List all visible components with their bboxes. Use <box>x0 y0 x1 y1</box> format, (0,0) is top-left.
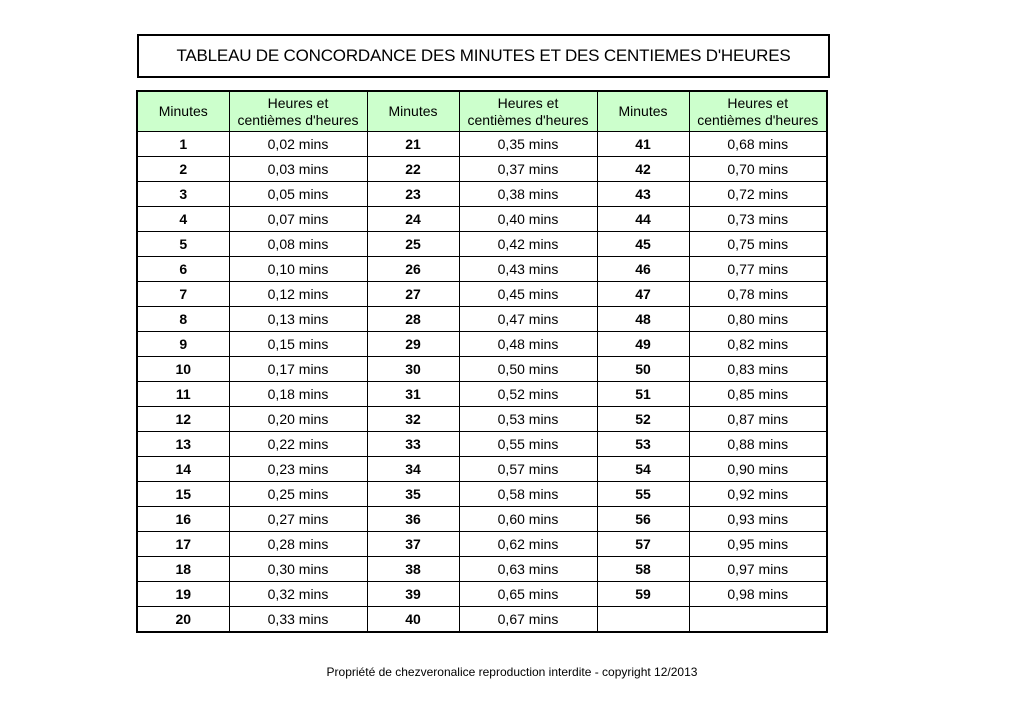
minutes-cell: 20 <box>137 607 229 633</box>
minutes-cell: 45 <box>597 232 689 257</box>
document-title <box>137 34 830 78</box>
hours-cell: 0,05 mins <box>229 182 367 207</box>
hours-cell: 0,08 mins <box>229 232 367 257</box>
hours-cell: 0,73 mins <box>689 207 827 232</box>
hours-cell: 0,20 mins <box>229 407 367 432</box>
minutes-cell: 50 <box>597 357 689 382</box>
hours-cell: 0,85 mins <box>689 382 827 407</box>
hours-cell: 0,30 mins <box>229 557 367 582</box>
table-row <box>137 582 827 607</box>
minutes-cell: 51 <box>597 382 689 407</box>
hours-cell: 0,12 mins <box>229 282 367 307</box>
minutes-cell: 38 <box>367 557 459 582</box>
hours-cell: 0,70 mins <box>689 157 827 182</box>
minutes-cell: 30 <box>367 357 459 382</box>
hours-cell: 0,68 mins <box>689 132 827 157</box>
minutes-cell: 9 <box>137 332 229 357</box>
header-minutes-1: Minutes <box>137 91 229 132</box>
hours-cell: 0,58 mins <box>459 482 597 507</box>
minutes-cell: 58 <box>597 557 689 582</box>
minutes-cell: 37 <box>367 532 459 557</box>
minutes-cell: 23 <box>367 182 459 207</box>
hours-cell: 0,37 mins <box>459 157 597 182</box>
hours-cell: 0,90 mins <box>689 457 827 482</box>
header-row <box>137 91 827 132</box>
hours-cell: 0,10 mins <box>229 257 367 282</box>
minutes-cell: 6 <box>137 257 229 282</box>
hours-cell: 0,63 mins <box>459 557 597 582</box>
table-row <box>137 607 827 633</box>
hours-cell: 0,45 mins <box>459 282 597 307</box>
hours-cell: 0,40 mins <box>459 207 597 232</box>
minutes-cell: 54 <box>597 457 689 482</box>
minutes-cell: 36 <box>367 507 459 532</box>
minutes-cell: 34 <box>367 457 459 482</box>
minutes-cell: 8 <box>137 307 229 332</box>
minutes-cell: 26 <box>367 257 459 282</box>
hours-cell: 0,43 mins <box>459 257 597 282</box>
minutes-cell: 44 <box>597 207 689 232</box>
minutes-cell: 39 <box>367 582 459 607</box>
copyright-footer: Propriété de chezveronalice reproduction interdite - copyright 12/2013 <box>326 665 698 679</box>
minutes-cell: 21 <box>367 132 459 157</box>
header-heures-3: Heures et centièmes d'heures <box>689 91 827 132</box>
table-body <box>137 132 827 633</box>
hours-cell: 0,03 mins <box>229 157 367 182</box>
minutes-cell: 41 <box>597 132 689 157</box>
hours-cell: 0,27 mins <box>229 507 367 532</box>
minutes-cell: 31 <box>367 382 459 407</box>
table-row <box>137 532 827 557</box>
table-row <box>137 282 827 307</box>
hours-cell: 0,15 mins <box>229 332 367 357</box>
minutes-cell: 57 <box>597 532 689 557</box>
table-row <box>137 432 827 457</box>
minutes-cell: 33 <box>367 432 459 457</box>
minutes-cell: 24 <box>367 207 459 232</box>
hours-cell: 0,57 mins <box>459 457 597 482</box>
hours-cell: 0,22 mins <box>229 432 367 457</box>
minutes-cell: 25 <box>367 232 459 257</box>
table-row <box>137 382 827 407</box>
table-row <box>137 507 827 532</box>
header-heures-2: Heures et centièmes d'heures <box>459 91 597 132</box>
minutes-cell: 5 <box>137 232 229 257</box>
header-minutes-3: Minutes <box>597 91 689 132</box>
hours-cell: 0,02 mins <box>229 132 367 157</box>
hours-cell: 0,42 mins <box>459 232 597 257</box>
table-row <box>137 357 827 382</box>
table-header <box>137 91 827 132</box>
hours-cell: 0,78 mins <box>689 282 827 307</box>
hours-cell: 0,83 mins <box>689 357 827 382</box>
hours-cell: 0,17 mins <box>229 357 367 382</box>
hours-cell: 0,82 mins <box>689 332 827 357</box>
hours-cell: 0,98 mins <box>689 582 827 607</box>
minutes-cell <box>597 607 689 633</box>
minutes-cell: 35 <box>367 482 459 507</box>
minutes-cell: 3 <box>137 182 229 207</box>
table-row <box>137 232 827 257</box>
minutes-cell: 10 <box>137 357 229 382</box>
hours-cell: 0,75 mins <box>689 232 827 257</box>
minutes-cell: 49 <box>597 332 689 357</box>
minutes-cell: 13 <box>137 432 229 457</box>
table-row <box>137 557 827 582</box>
minutes-cell: 59 <box>597 582 689 607</box>
minutes-cell: 1 <box>137 132 229 157</box>
hours-cell: 0,28 mins <box>229 532 367 557</box>
minutes-cell: 47 <box>597 282 689 307</box>
minutes-cell: 53 <box>597 432 689 457</box>
table-row <box>137 132 827 157</box>
minutes-cell: 28 <box>367 307 459 332</box>
table-row <box>137 332 827 357</box>
concordance-table <box>136 90 828 633</box>
table-row <box>137 157 827 182</box>
hours-cell: 0,92 mins <box>689 482 827 507</box>
minutes-cell: 19 <box>137 582 229 607</box>
hours-cell: 0,95 mins <box>689 532 827 557</box>
hours-cell: 0,77 mins <box>689 257 827 282</box>
minutes-cell: 18 <box>137 557 229 582</box>
hours-cell: 0,55 mins <box>459 432 597 457</box>
minutes-cell: 56 <box>597 507 689 532</box>
hours-cell: 0,47 mins <box>459 307 597 332</box>
hours-cell: 0,60 mins <box>459 507 597 532</box>
hours-cell: 0,62 mins <box>459 532 597 557</box>
header-heures-1: Heures et centièmes d'heures <box>229 91 367 132</box>
table-row <box>137 182 827 207</box>
minutes-cell: 22 <box>367 157 459 182</box>
minutes-cell: 15 <box>137 482 229 507</box>
document-title-text: TABLEAU DE CONCORDANCE DES MINUTES ET DES CENTIEMES D'HEURES <box>176 46 791 65</box>
hours-cell: 0,18 mins <box>229 382 367 407</box>
hours-cell: 0,32 mins <box>229 582 367 607</box>
minutes-cell: 42 <box>597 157 689 182</box>
minutes-cell: 55 <box>597 482 689 507</box>
hours-cell: 0,52 mins <box>459 382 597 407</box>
hours-cell: 0,23 mins <box>229 457 367 482</box>
minutes-cell: 46 <box>597 257 689 282</box>
minutes-cell: 4 <box>137 207 229 232</box>
hours-cell: 0,67 mins <box>459 607 597 633</box>
hours-cell: 0,38 mins <box>459 182 597 207</box>
minutes-cell: 43 <box>597 182 689 207</box>
table-row <box>137 207 827 232</box>
hours-cell: 0,88 mins <box>689 432 827 457</box>
hours-cell: 0,07 mins <box>229 207 367 232</box>
minutes-cell: 27 <box>367 282 459 307</box>
hours-cell: 0,65 mins <box>459 582 597 607</box>
hours-cell: 0,72 mins <box>689 182 827 207</box>
hours-cell: 0,35 mins <box>459 132 597 157</box>
table-row <box>137 407 827 432</box>
hours-cell: 0,93 mins <box>689 507 827 532</box>
minutes-cell: 32 <box>367 407 459 432</box>
minutes-cell: 52 <box>597 407 689 432</box>
minutes-cell: 12 <box>137 407 229 432</box>
table-row <box>137 257 827 282</box>
header-minutes-2: Minutes <box>367 91 459 132</box>
hours-cell: 0,97 mins <box>689 557 827 582</box>
minutes-cell: 11 <box>137 382 229 407</box>
hours-cell: 0,80 mins <box>689 307 827 332</box>
hours-cell: 0,87 mins <box>689 407 827 432</box>
table-row <box>137 307 827 332</box>
hours-cell: 0,50 mins <box>459 357 597 382</box>
hours-cell: 0,48 mins <box>459 332 597 357</box>
minutes-cell: 40 <box>367 607 459 633</box>
minutes-cell: 14 <box>137 457 229 482</box>
hours-cell: 0,53 mins <box>459 407 597 432</box>
table-row <box>137 482 827 507</box>
minutes-cell: 16 <box>137 507 229 532</box>
hours-cell: 0,33 mins <box>229 607 367 633</box>
minutes-cell: 2 <box>137 157 229 182</box>
minutes-cell: 48 <box>597 307 689 332</box>
table-row <box>137 457 827 482</box>
hours-cell: 0,13 mins <box>229 307 367 332</box>
hours-cell: 0,25 mins <box>229 482 367 507</box>
minutes-cell: 17 <box>137 532 229 557</box>
minutes-cell: 7 <box>137 282 229 307</box>
minutes-cell: 29 <box>367 332 459 357</box>
hours-cell <box>689 607 827 633</box>
